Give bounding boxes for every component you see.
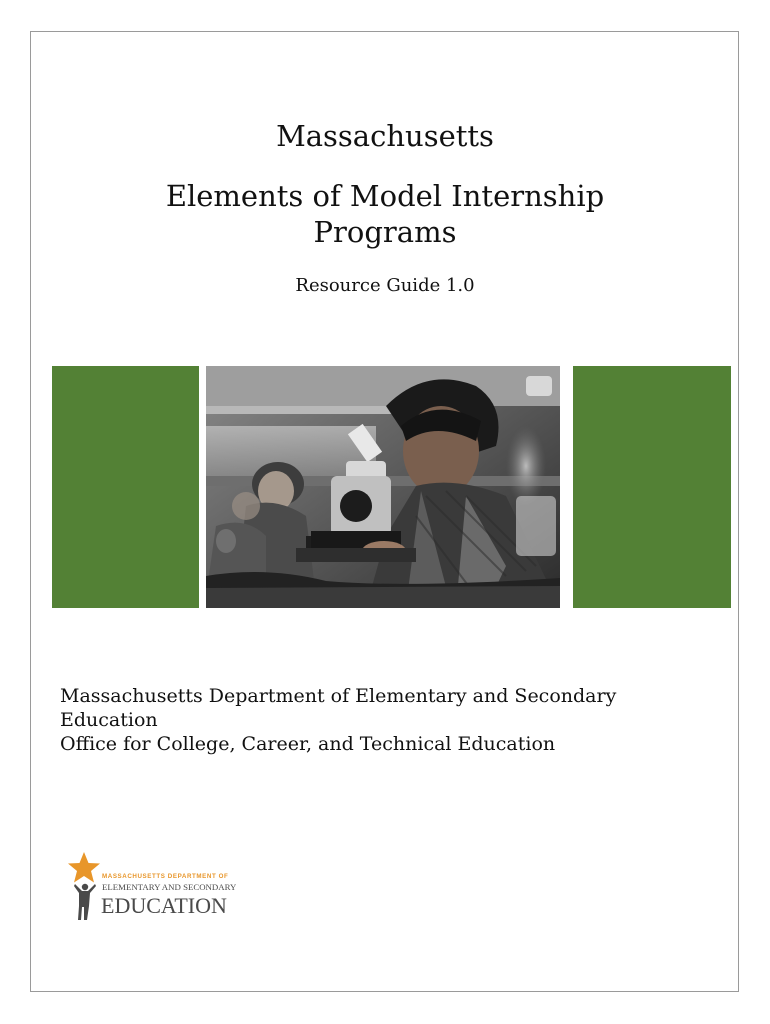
star-icon [68, 852, 100, 883]
subtitle: Resource Guide 1.0 [295, 275, 475, 296]
logo-line3: EDUCATION [101, 893, 227, 918]
title-main [0, 178, 770, 250]
office-name: Office for College, Career, and Technical Education [60, 733, 556, 755]
department-name-line2: Education [60, 709, 158, 731]
cover-photo-student-microscope [206, 366, 560, 608]
department-name-line1: Massachusetts Department of Elementary and Secondary [60, 685, 617, 707]
dese-logo [66, 850, 236, 925]
logo-line1: MASSACHUSETTS DEPARTMENT OF [102, 873, 229, 880]
title-state-text: Massachusetts [276, 119, 494, 153]
green-accent-left [52, 366, 199, 608]
person-figure-icon [74, 884, 96, 920]
title-state [0, 118, 770, 154]
logo-line2: ELEMENTARY AND SECONDARY [102, 882, 236, 892]
organization-block [60, 684, 680, 756]
green-accent-right [573, 366, 731, 608]
title-line-2: Programs [313, 215, 457, 249]
title-line-1: Elements of Model Internship [165, 179, 605, 213]
